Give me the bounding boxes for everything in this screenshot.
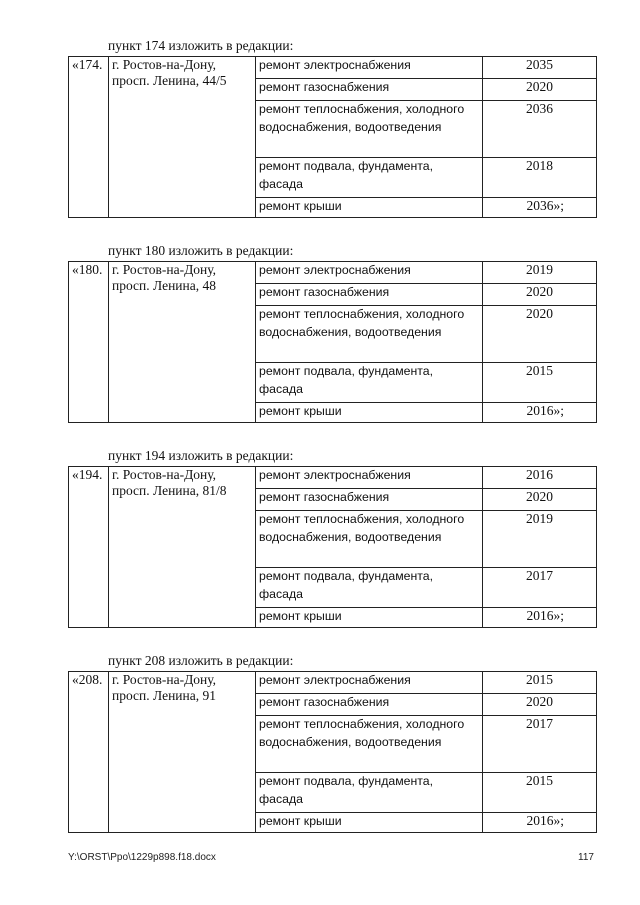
work-type: ремонт крыши xyxy=(256,198,483,218)
work-type: ремонт крыши xyxy=(256,403,483,423)
work-type: ремонт теплоснабжения, холодного водоснабжения, водоотведения xyxy=(256,101,483,158)
section-intro: пункт 174 изложить в редакции: xyxy=(108,38,294,53)
work-type: ремонт газоснабжения xyxy=(256,79,483,101)
work-year: 2018 xyxy=(483,158,597,198)
footer-file-path: Y:\ORST\Ppo\1229p898.f18.docx xyxy=(68,852,216,863)
repair-table xyxy=(68,466,597,628)
work-year: 2017 xyxy=(483,716,597,773)
work-year: 2020 xyxy=(483,489,597,511)
work-year: 2016»; xyxy=(483,403,597,423)
repair-table xyxy=(68,56,597,218)
item-number: «174. xyxy=(69,57,109,218)
work-year: 2016»; xyxy=(483,608,597,628)
repair-table xyxy=(68,261,597,423)
work-type: ремонт теплоснабжения, холодного водоснабжения, водоотведения xyxy=(256,306,483,363)
work-type: ремонт газоснабжения xyxy=(256,694,483,716)
work-type: ремонт теплоснабжения, холодного водоснабжения, водоотведения xyxy=(256,716,483,773)
item-number: «194. xyxy=(69,467,109,628)
work-type: ремонт электроснабжения xyxy=(256,262,483,284)
item-address: г. Ростов-на-Дону, просп. Ленина, 44/5 xyxy=(109,57,256,218)
work-year: 2015 xyxy=(483,363,597,403)
work-year: 2020 xyxy=(483,694,597,716)
repair-table xyxy=(68,671,597,833)
work-year: 2036 xyxy=(483,101,597,158)
item-address: г. Ростов-на-Дону, просп. Ленина, 81/8 xyxy=(109,467,256,628)
item-number: «208. xyxy=(69,672,109,833)
section-intro: пункт 208 изложить в редакции: xyxy=(108,653,294,668)
work-type: ремонт теплоснабжения, холодного водоснабжения, водоотведения xyxy=(256,511,483,568)
work-year: 2020 xyxy=(483,284,597,306)
item-address: г. Ростов-на-Дону, просп. Ленина, 48 xyxy=(109,262,256,423)
work-type: ремонт подвала, фундамента, фасада xyxy=(256,158,483,198)
work-year: 2020 xyxy=(483,79,597,101)
work-type: ремонт крыши xyxy=(256,608,483,628)
work-type: ремонт подвала, фундамента, фасада xyxy=(256,773,483,813)
work-type: ремонт электроснабжения xyxy=(256,672,483,694)
work-year: 2035 xyxy=(483,57,597,79)
work-type: ремонт подвала, фундамента, фасада xyxy=(256,568,483,608)
work-year: 2017 xyxy=(483,568,597,608)
work-year: 2016 xyxy=(483,467,597,489)
work-type: ремонт крыши xyxy=(256,813,483,833)
work-type: ремонт подвала, фундамента, фасада xyxy=(256,363,483,403)
section-intro: пункт 180 изложить в редакции: xyxy=(108,243,294,258)
item-number: «180. xyxy=(69,262,109,423)
item-address: г. Ростов-на-Дону, просп. Ленина, 91 xyxy=(109,672,256,833)
work-type: ремонт электроснабжения xyxy=(256,57,483,79)
work-type: ремонт электроснабжения xyxy=(256,467,483,489)
work-year: 2016»; xyxy=(483,813,597,833)
work-year: 2015 xyxy=(483,672,597,694)
work-type: ремонт газоснабжения xyxy=(256,284,483,306)
page-number: 117 xyxy=(578,852,594,863)
work-year: 2036»; xyxy=(483,198,597,218)
work-year: 2019 xyxy=(483,511,597,568)
work-type: ремонт газоснабжения xyxy=(256,489,483,511)
work-year: 2020 xyxy=(483,306,597,363)
work-year: 2015 xyxy=(483,773,597,813)
section-intro: пункт 194 изложить в редакции: xyxy=(108,448,294,463)
work-year: 2019 xyxy=(483,262,597,284)
